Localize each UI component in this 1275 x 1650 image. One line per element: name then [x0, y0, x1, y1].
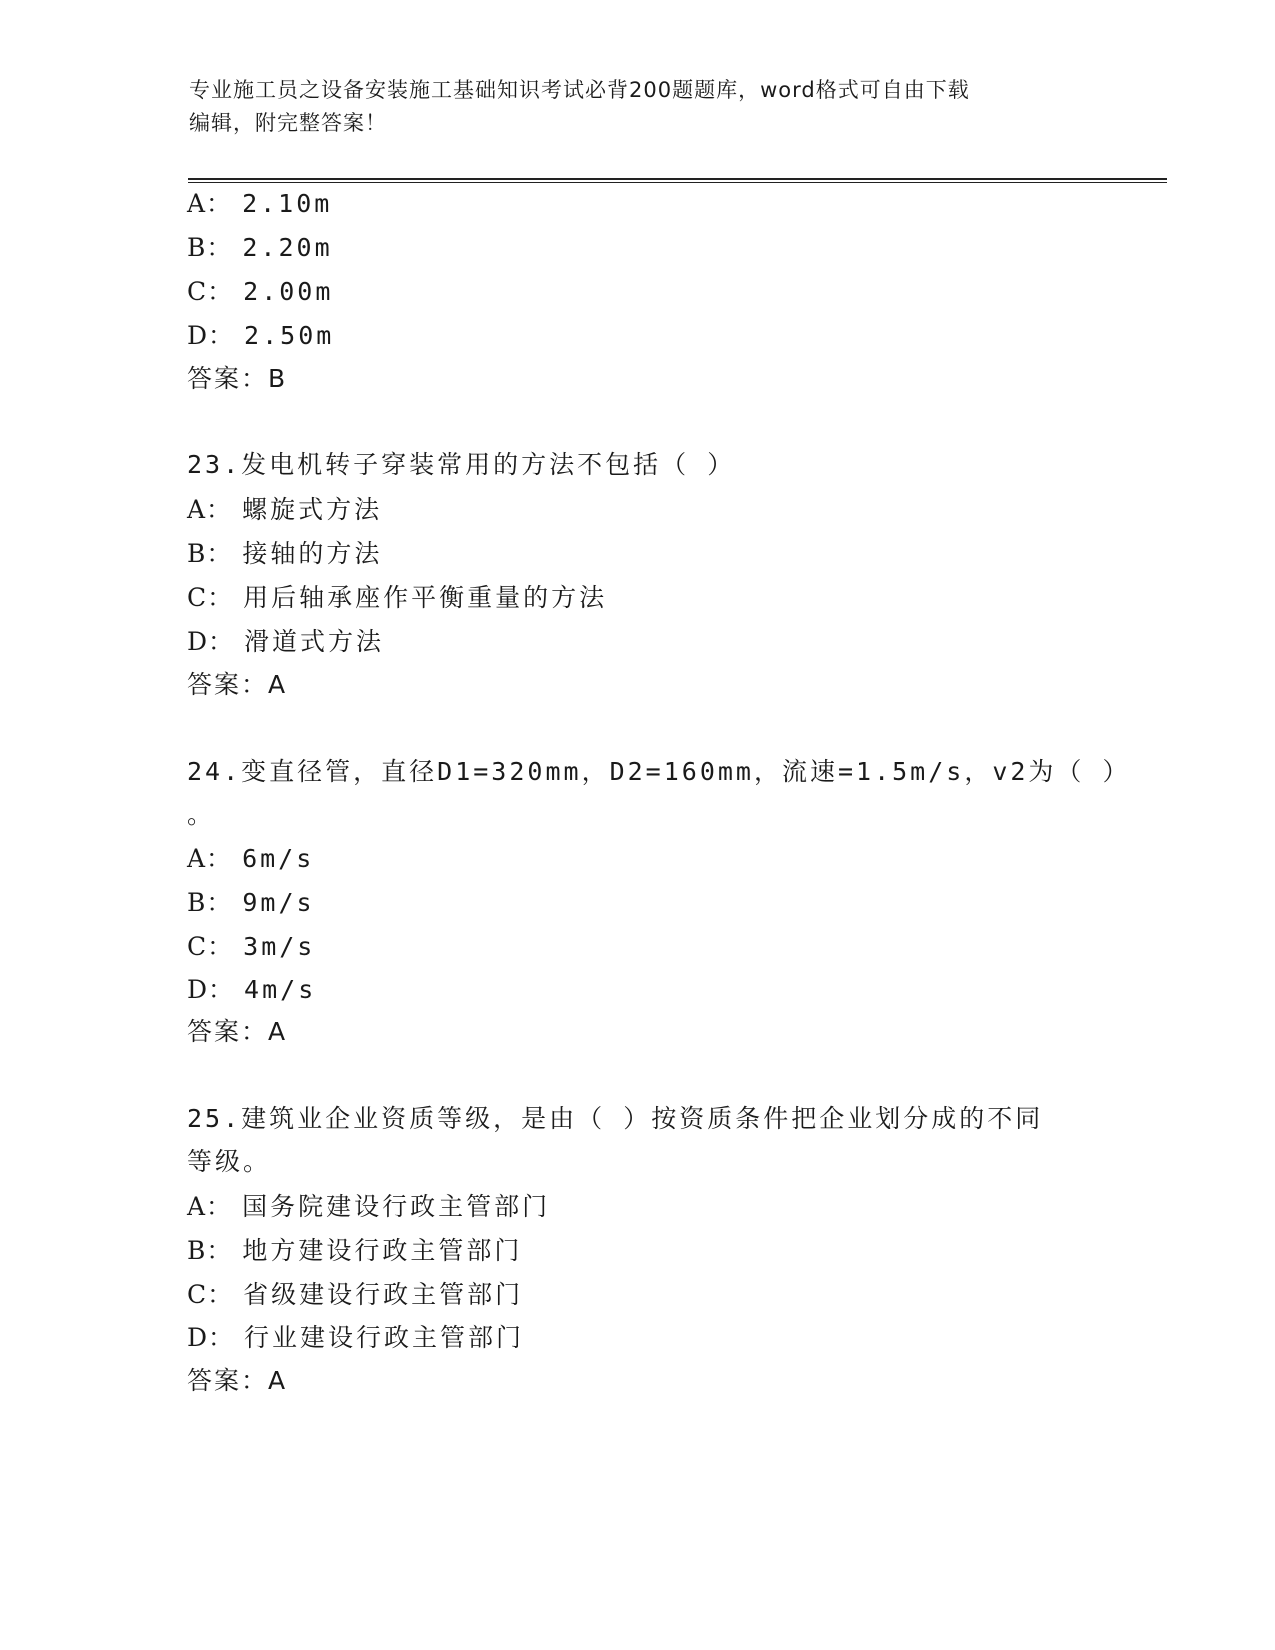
header-line-1: 专业施工员之设备安装施工基础知识考试必背200题题库，word格式可自由下载 — [189, 78, 970, 102]
option-key: A： — [187, 189, 233, 218]
document-header — [189, 74, 1079, 140]
option-key: C： — [187, 583, 234, 612]
q22-option-d — [187, 321, 334, 351]
option-text: 2.10m — [242, 189, 333, 218]
q24-option-b — [187, 888, 315, 918]
option-text: 省级建设行政主管部门 — [243, 1280, 524, 1309]
q22-option-c — [187, 277, 333, 307]
option-key: A： — [187, 495, 233, 524]
q24-option-a — [187, 844, 314, 874]
option-text: 国务院建设行政主管部门 — [242, 1192, 551, 1221]
q24-answer: 答案：A — [187, 1017, 288, 1046]
option-key: C： — [187, 277, 234, 306]
option-text: 滑道式方法 — [244, 627, 385, 656]
option-key: B： — [187, 233, 233, 262]
q24-question-line-2: 。 — [187, 800, 216, 829]
q25-option-a — [187, 1192, 550, 1222]
option-key: A： — [187, 1192, 233, 1221]
header-divider — [188, 178, 1167, 183]
option-key: C： — [187, 932, 234, 961]
q23-option-b — [187, 539, 382, 569]
q22-option-a — [187, 189, 332, 219]
option-text: 行业建设行政主管部门 — [244, 1323, 525, 1352]
q24-option-c — [187, 932, 315, 962]
option-text: 9m/s — [242, 888, 315, 917]
option-text: 4m/s — [244, 975, 317, 1004]
option-text: 用后轴承座作平衡重量的方法 — [243, 583, 608, 612]
q25-option-c — [187, 1280, 523, 1310]
header-line-2: 编辑，附完整答案！ — [189, 111, 387, 135]
option-text: 2.50m — [244, 321, 335, 350]
option-text: 2.20m — [242, 233, 333, 262]
option-text: 螺旋式方法 — [242, 495, 383, 524]
option-key: B： — [187, 539, 233, 568]
option-key: D： — [187, 975, 235, 1004]
q23-option-d — [187, 627, 384, 657]
q23-question: 23.发电机转子穿装常用的方法不包括（ ） — [187, 450, 736, 479]
q22-answer: 答案：B — [187, 364, 288, 393]
option-key: D： — [187, 321, 235, 350]
q25-question-line-2: 等级。 — [187, 1147, 272, 1176]
q22-option-b — [187, 233, 333, 263]
q23-answer: 答案：A — [187, 670, 288, 699]
option-key: B： — [187, 888, 233, 917]
option-text: 接轴的方法 — [242, 539, 383, 568]
option-text: 3m/s — [243, 932, 316, 961]
option-text: 6m/s — [242, 844, 315, 873]
q23-option-a — [187, 495, 382, 525]
q24-option-d — [187, 975, 316, 1005]
option-text: 2.00m — [243, 277, 334, 306]
q23-option-c — [187, 583, 607, 613]
option-key: C： — [187, 1280, 234, 1309]
q24-question-line-1: 24.变直径管，直径D1=320mm，D2=160mm，流速=1.5m/s，v2为（ ） — [187, 757, 1131, 786]
q25-answer: 答案：A — [187, 1366, 288, 1395]
option-key: D： — [187, 1323, 235, 1352]
option-key: D： — [187, 627, 235, 656]
option-key: B： — [187, 1236, 233, 1265]
q25-option-b — [187, 1236, 522, 1266]
option-key: A： — [187, 844, 233, 873]
q25-question-line-1: 25.建筑业企业资质等级，是由（ ）按资质条件把企业划分成的不同 — [187, 1104, 1044, 1133]
option-text: 地方建设行政主管部门 — [242, 1236, 523, 1265]
q25-option-d — [187, 1323, 524, 1353]
